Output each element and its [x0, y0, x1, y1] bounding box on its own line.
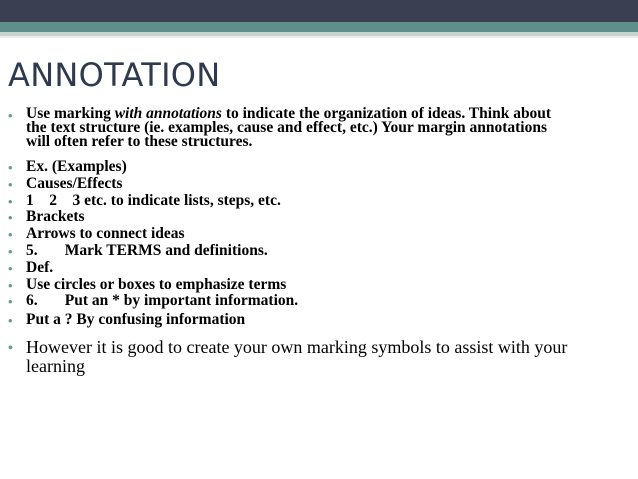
top-highlight-band [0, 36, 638, 38]
bullet-item-text: 5. Mark TERMS and definitions. [26, 241, 268, 259]
bullet-closing [8, 338, 568, 376]
bullet-marker: • [8, 313, 13, 329]
bullet-marker: • [8, 277, 13, 293]
bullet-marker: • [8, 227, 13, 243]
bullet-item [8, 226, 568, 243]
bullet-item [8, 293, 568, 310]
bullet-item [8, 159, 568, 176]
bullet-item-text: 6. Put an * by important information. [26, 292, 299, 310]
bullet-item [8, 209, 568, 226]
intro-text-end: to indicate the organization of ideas. Think about the text structure (ie. examples, cause and effect, etc.) Your margin annotations will often refer to these structures. [26, 105, 552, 150]
top-dark-band [0, 0, 638, 22]
bullet-marker: • [8, 210, 13, 226]
bullet-item-text: Ex. (Examples) [26, 158, 127, 175]
intro-text-start: Use marking [26, 105, 115, 122]
bullet-item-text: Use circles or boxes to emphasize terms [26, 275, 287, 293]
bullet-marker: • [8, 176, 13, 192]
bullet-marker: • [8, 108, 13, 123]
bullet-item-text: Arrows to connect ideas [26, 225, 185, 243]
bullet-item-text: Put a ? By confusing information [26, 311, 246, 329]
bullet-item [8, 312, 568, 329]
top-teal-band [0, 22, 638, 32]
intro-emphasis: with annotations [114, 105, 222, 122]
bullet-item-text: Brackets [26, 208, 85, 226]
bullet-list [8, 107, 568, 376]
bullet-marker: • [8, 243, 13, 259]
bullet-item-text: 1 2 3 etc. to indicate lists, steps, etc. [26, 191, 281, 209]
slide-title: ANNOTATION [8, 56, 221, 94]
bullet-intro [8, 107, 568, 149]
bullet-closing-text: However it is good to create your own marking symbols to assist with your learning [26, 336, 568, 376]
bullet-intro-text [26, 107, 568, 149]
bullet-item [8, 193, 568, 210]
bullet-item-text: Def. [26, 258, 54, 276]
bullet-item [8, 260, 568, 277]
bullet-marker: • [8, 160, 13, 175]
bullet-marker: • [8, 294, 13, 310]
bullet-item [8, 176, 568, 193]
bullet-item [8, 277, 568, 294]
bullet-marker: • [8, 340, 13, 356]
bullet-marker: • [8, 260, 13, 276]
bullet-marker: • [8, 193, 13, 209]
bullet-item-text: Causes/Effects [26, 174, 123, 192]
bullet-item [8, 243, 568, 260]
